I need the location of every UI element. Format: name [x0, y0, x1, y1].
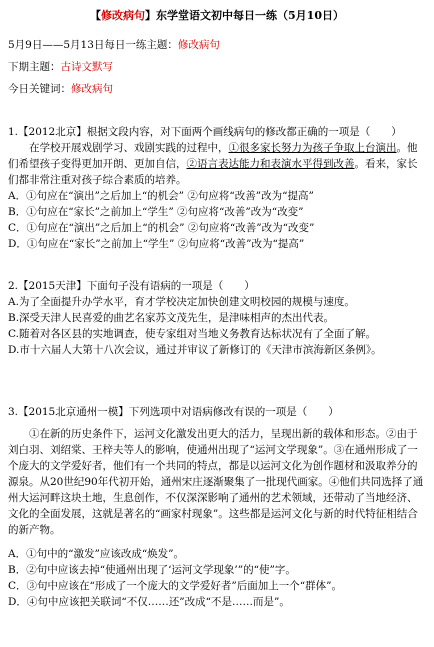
next-theme-value: 古诗文默写 [60, 61, 113, 73]
theme-line [8, 38, 220, 53]
keyword-prefix: 今日关键词： [8, 83, 71, 95]
keyword-value: 修改病句 [71, 83, 113, 95]
option-a: A.为了全面提升办学水平，育才学校决定加快创建文明校园的规模与速度。 [8, 296, 355, 308]
option-b: B．②句中应该去掉“使通州出现了‘运河文学现象’”的“使”字。 [8, 564, 296, 576]
option-c: C.随着对各区县的实地调查，使专家组对当地义务教育达标状况有了全面了解。 [8, 328, 376, 340]
page-title [0, 8, 434, 23]
underlined-sentence-2: ②语言表达能力和表演水平得到改善 [186, 158, 355, 170]
question-1-stem: 1.【2012北京】根据文段内容，对下面两个画线病句的修改都正确的一项是（ ） [8, 126, 402, 138]
title-tag: 修改病句 [101, 9, 146, 22]
passage-text: 。看来，家长们都非常注重对孩子综合素质的培养。 [8, 158, 418, 186]
option-c: C．③句中应该在“形成了一个庞大的文学爱好者”后面加上一个“群体”。 [8, 580, 343, 592]
question-3-options [8, 546, 426, 610]
question-1 [8, 124, 426, 252]
option-d: D．①句应在“家长”之前加上“学生” ②句应将“改善”改为“提高” [8, 238, 305, 250]
option-d: D.市十六届人大第十八次会议，通过并审议了新修订的《天津市滨海新区条例》。 [8, 344, 382, 356]
question-2 [8, 278, 426, 358]
question-2-stem: 2.【2015天津】下面句子没有语病的一项是（ ） [8, 280, 255, 292]
theme-prefix: 5月9日——5月13日每日一练主题： [8, 39, 178, 51]
option-c: C．①句应在“演出”之后加上“的机会” ②句应将“改善”改为“改变” [8, 222, 315, 234]
question-3-passage: ①在新的历史条件下，运河文化激发出更大的活力，呈现出新的载体和形态。②由于刘白羽、刘绍棠、王梓夫等人的影响，使通州出现了“运河文学现象”。③在通州形成了一个庞大的文学爱好者，他们有一个共同的特点，都是以运河文化为创作题材和汲取养分的源泉。从20世纪90年代初开始，通州宋庄逐渐聚集了一批现代画家。④他们共同选择了通州大运河畔这块土地，生息创作，不仅深深影响了通州的艺术领域，还带动了当地经济、文化的全面发展，这就是著名的“画家村现象”。这些都是运河文化与新的时代特征相结合的新产物。 [8, 428, 424, 536]
option-a: A．①句中的“激发”应该改成“焕发”。 [8, 548, 185, 560]
question-3-stem: 3.【2015北京通州一模】下列选项中对语病修改有误的一项是（ ） [8, 406, 339, 418]
title-bracket-open: 【 [90, 9, 102, 22]
title-bracket-close: 】 [145, 9, 157, 22]
question-1-passage [8, 140, 426, 188]
question-3 [8, 404, 426, 610]
option-b: B.深受天津人民喜爱的曲艺名家苏文茂先生，是津味相声的杰出代表。 [8, 312, 335, 324]
keyword-line [8, 82, 113, 97]
option-d: D．④句中应该把关联词“不仅……还”改成“不是……而是”。 [8, 596, 290, 608]
next-theme-line [8, 60, 113, 75]
question-1-options [8, 188, 426, 252]
passage-text: 。他们希望孩子变得更加开朗、更加自信， [8, 142, 418, 170]
passage-text: 在学校开展戏剧学习、戏剧实践的过程中， [29, 142, 229, 154]
option-b: B．①句应在“家长”之前加上“学生” ②句应将“改善”改为“改变” [8, 206, 304, 218]
underlined-sentence-1: ①很多家长努力为孩子争取上台演出 [228, 142, 397, 154]
theme-value: 修改病句 [177, 39, 220, 51]
option-a: A．①句应在“演出”之后加上“的机会” ②句应将“改善”改为“提高” [8, 190, 314, 202]
title-rest: 东学堂语文初中每日一练（5月10日） [156, 9, 344, 22]
next-theme-prefix: 下期主题： [8, 61, 61, 73]
